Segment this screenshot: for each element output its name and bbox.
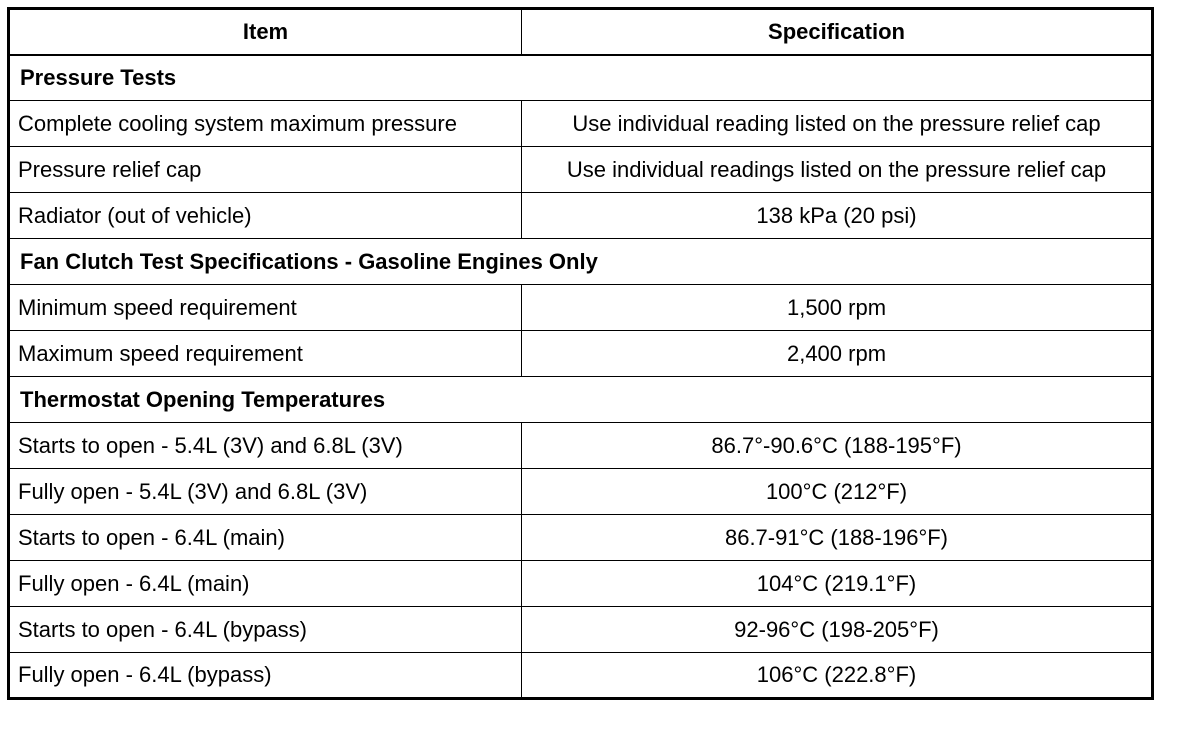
header-row	[9, 9, 1153, 55]
table-row	[9, 101, 1153, 147]
table-row	[9, 423, 1153, 469]
table-row	[9, 469, 1153, 515]
item-cell: Minimum speed requirement	[9, 285, 522, 331]
item-cell: Maximum speed requirement	[9, 331, 522, 377]
table-header	[9, 9, 1153, 55]
spec-cell: 86.7°-90.6°C (188-195°F)	[522, 423, 1153, 469]
spec-cell: 100°C (212°F)	[522, 469, 1153, 515]
specification-table	[7, 7, 1154, 700]
table-row	[9, 331, 1153, 377]
table-row	[9, 147, 1153, 193]
spec-cell: 138 kPa (20 psi)	[522, 193, 1153, 239]
item-cell: Starts to open - 6.4L (main)	[9, 515, 522, 561]
section-title: Pressure Tests	[9, 55, 1153, 101]
spec-cell: 86.7-91°C (188-196°F)	[522, 515, 1153, 561]
section-row-fan-clutch	[9, 239, 1153, 285]
spec-cell: 1,500 rpm	[522, 285, 1153, 331]
item-cell: Starts to open - 6.4L (bypass)	[9, 607, 522, 653]
section-row-pressure-tests	[9, 55, 1153, 101]
item-cell: Fully open - 6.4L (main)	[9, 561, 522, 607]
table-row	[9, 193, 1153, 239]
table-row	[9, 653, 1153, 699]
section-title: Fan Clutch Test Specifications - Gasoline Engines Only	[9, 239, 1153, 285]
section-title: Thermostat Opening Temperatures	[9, 377, 1153, 423]
item-cell: Starts to open - 5.4L (3V) and 6.8L (3V)	[9, 423, 522, 469]
spec-cell: 92-96°C (198-205°F)	[522, 607, 1153, 653]
spec-cell: 104°C (219.1°F)	[522, 561, 1153, 607]
table-row	[9, 285, 1153, 331]
item-cell: Pressure relief cap	[9, 147, 522, 193]
item-cell: Fully open - 5.4L (3V) and 6.8L (3V)	[9, 469, 522, 515]
item-cell: Radiator (out of vehicle)	[9, 193, 522, 239]
item-cell: Fully open - 6.4L (bypass)	[9, 653, 522, 699]
header-item: Item	[9, 9, 522, 55]
item-cell: Complete cooling system maximum pressure	[9, 101, 522, 147]
table-row	[9, 515, 1153, 561]
spec-cell: Use individual reading listed on the pressure relief cap	[522, 101, 1153, 147]
table-row	[9, 561, 1153, 607]
header-specification: Specification	[522, 9, 1153, 55]
table-body	[9, 55, 1153, 699]
spec-cell: Use individual readings listed on the pressure relief cap	[522, 147, 1153, 193]
spec-cell: 2,400 rpm	[522, 331, 1153, 377]
section-row-thermostat	[9, 377, 1153, 423]
spec-cell: 106°C (222.8°F)	[522, 653, 1153, 699]
table-row	[9, 607, 1153, 653]
